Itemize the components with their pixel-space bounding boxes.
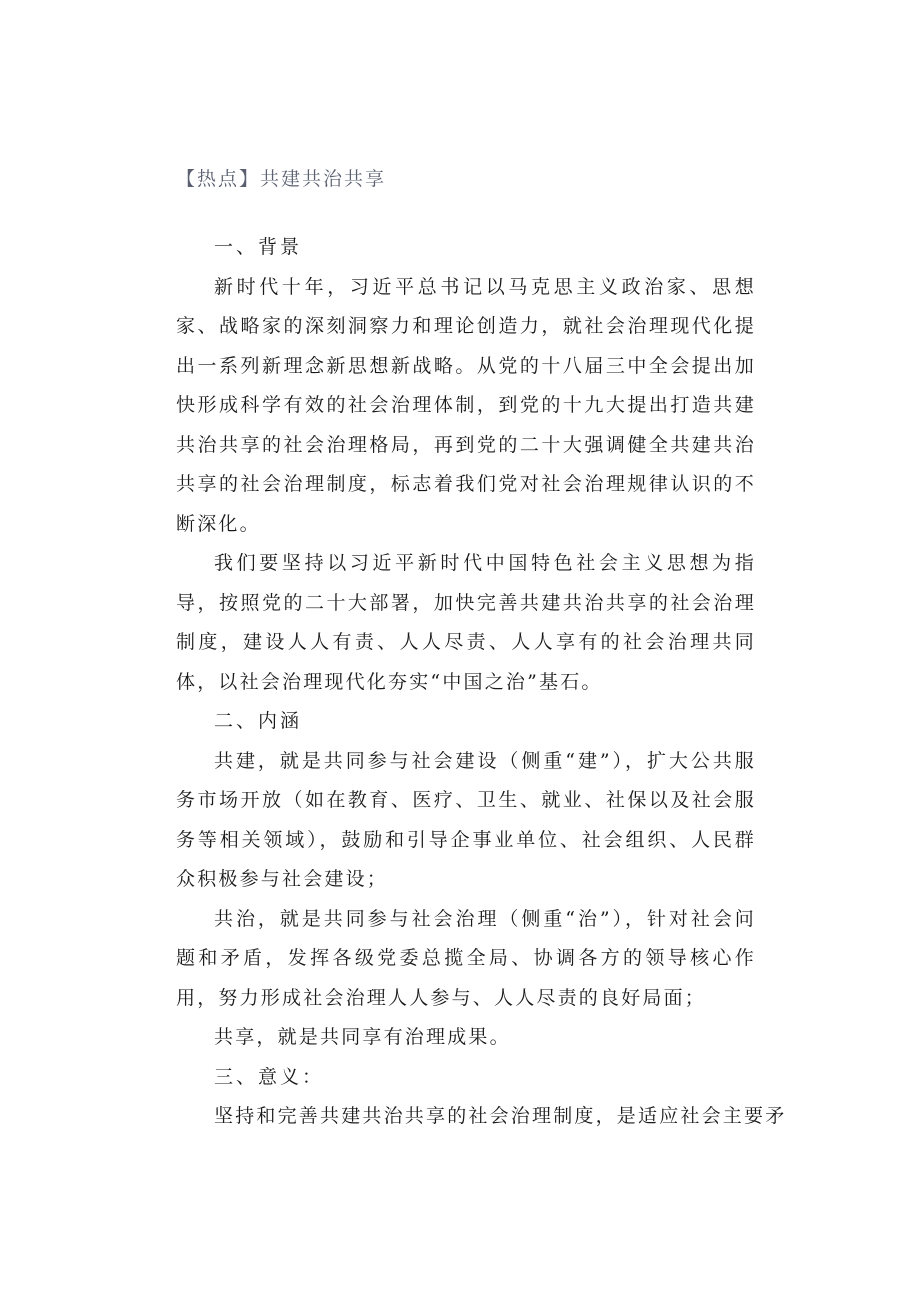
paragraph-background-1: 新时代十年，习近平总书记以马克思主义政治家、思想家、战略家的深刻洞察力和理论创造力，就社会治理现代化提出一系列新理念新思想新战略。从党的十八届三中全会提出加快形成科学有效的社会治理体制，到党的十九大提出打造共建共治共享的社会治理格局，再到党的二十大强调健全共建共治共享的社会治理制度，标志着我们党对社会治理规律认识的不断深化。 [176,275,756,535]
section-heading-background: 一、背景 [214,236,303,258]
paragraph-co-govern: 共治，就是共同参与社会治理（侧重“治”），针对社会问题和矛盾，发挥各级党委总揽全局、协调各方的领导核心作用，努力形成社会治理人人参与、人人尽责的良好局面； [176,907,756,1009]
section-heading-significance: 三、意义： [214,1065,325,1088]
section-heading-connotation: 二、内涵 [214,710,303,732]
document-title: 【热点】共建共治共享 [176,168,387,190]
paragraph-background-2: 我们要坚持以习近平新时代中国特色社会主义思想为指导，按照党的二十大部署，加快完善共建共治共享的社会治理制度，建设人人有责、人人尽责、人人享有的社会治理共同体，以社会治理现代化夯实“中国之治”基石。 [176,552,756,693]
document-body [176,228,787,1137]
paragraph-co-share: 共享，就是共同享有治理成果。 [214,1026,511,1048]
paragraph-co-build: 共建，就是共同参与社会建设（侧重“建”），扩大公共服务市场开放（如在教育、医疗、卫生、就业、社保以及社会服务等相关领域），鼓励和引导企事业单位、社会组织、人民群众积极参与社会建设； [176,749,756,890]
paragraph-significance-1: 坚持和完善共建共治共享的社会治理制度，是适应社会主要矛 [214,1105,787,1127]
